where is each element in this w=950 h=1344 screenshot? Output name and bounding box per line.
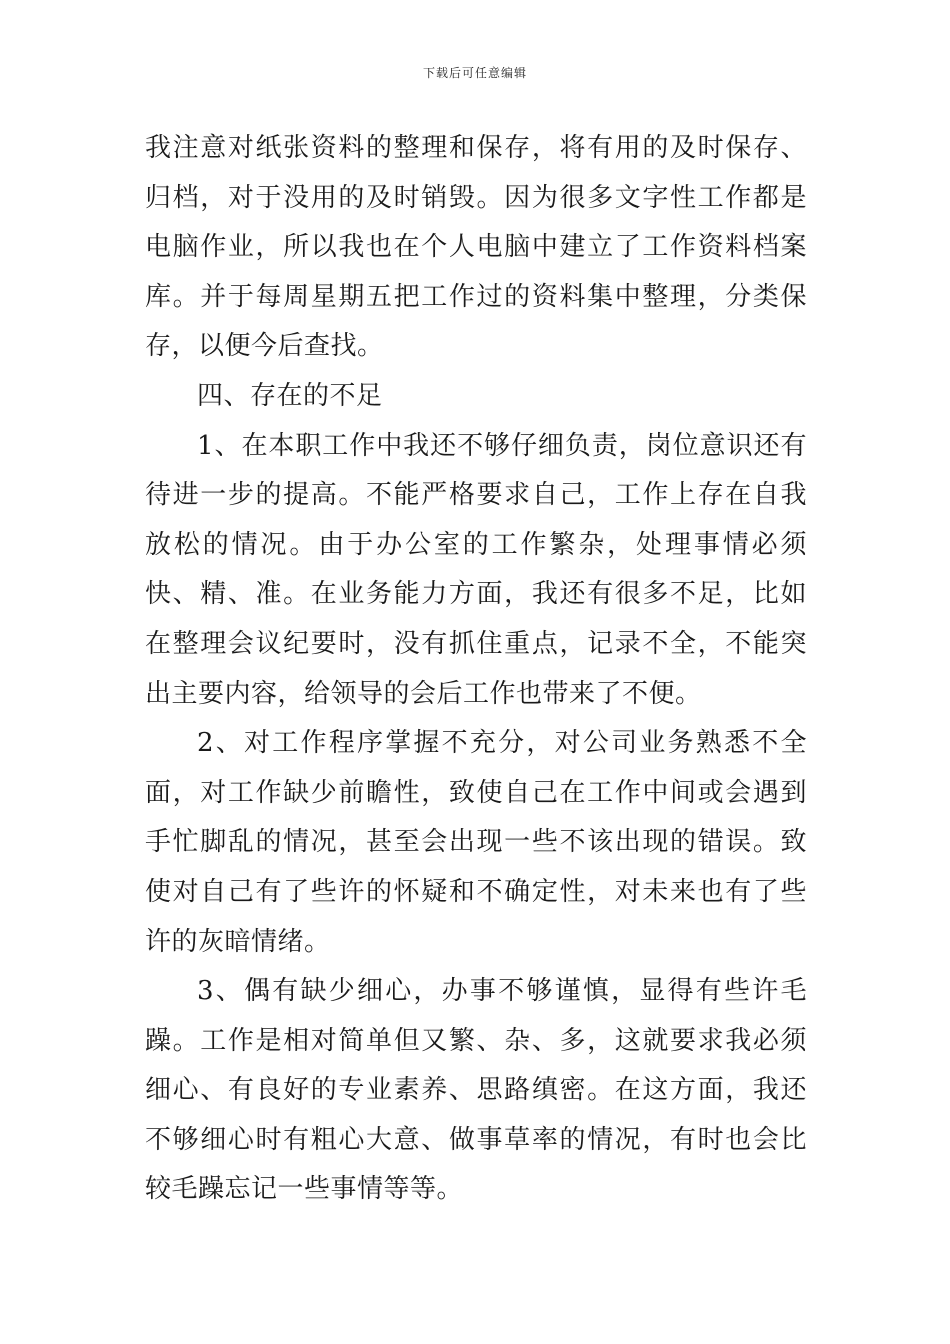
paragraph-archive-management: 我注意对纸张资料的整理和保存，将有用的及时保存、归档，对于没用的及时销毁。因为很多文字性工作都是电脑作业，所以我也在个人电脑中建立了工作资料档案库。并于每周星期五把工作过的资料集中整理，分类保存，以便今后查找。 [145, 133, 807, 362]
paragraph-shortcoming-2: 2、对工作程序掌握不充分，对公司业务熟悉不全面，对工作缺少前瞻性，致使自己在工作中间或会遇到手忙脚乱的情况，甚至会出现一些不该出现的错误。致使对自己有了些许的怀疑和不确定性，对未来也有了些许的灰暗情绪。 [145, 728, 807, 957]
paragraph-shortcoming-3: 3、偶有缺少细心，办事不够谨慎，显得有些许毛躁。工作是相对简单但又繁、杂、多，这就要求我必须细心、有良好的专业素养、思路缜密。在这方面，我还不够细心时有粗心大意、做事草率的情况，有时也会比较毛躁忘记一些事情等等。 [145, 976, 807, 1205]
section-heading-shortcomings: 四、存在的不足 [197, 380, 383, 411]
document-body [145, 124, 807, 1215]
header-note: 下载后可任意编辑 [422, 66, 527, 80]
paragraph-shortcoming-1: 1、在本职工作中我还不够仔细负责，岗位意识还有待进一步的提高。不能严格要求自己，工作上存在自我放松的情况。由于办公室的工作繁杂，处理事情必须快、精、准。在业务能力方面，我还有很多不足，比如在整理会议纪要时，没有抓住重点，记录不全，不能突出主要内容，给领导的会后工作也带来了不便。 [145, 430, 807, 709]
